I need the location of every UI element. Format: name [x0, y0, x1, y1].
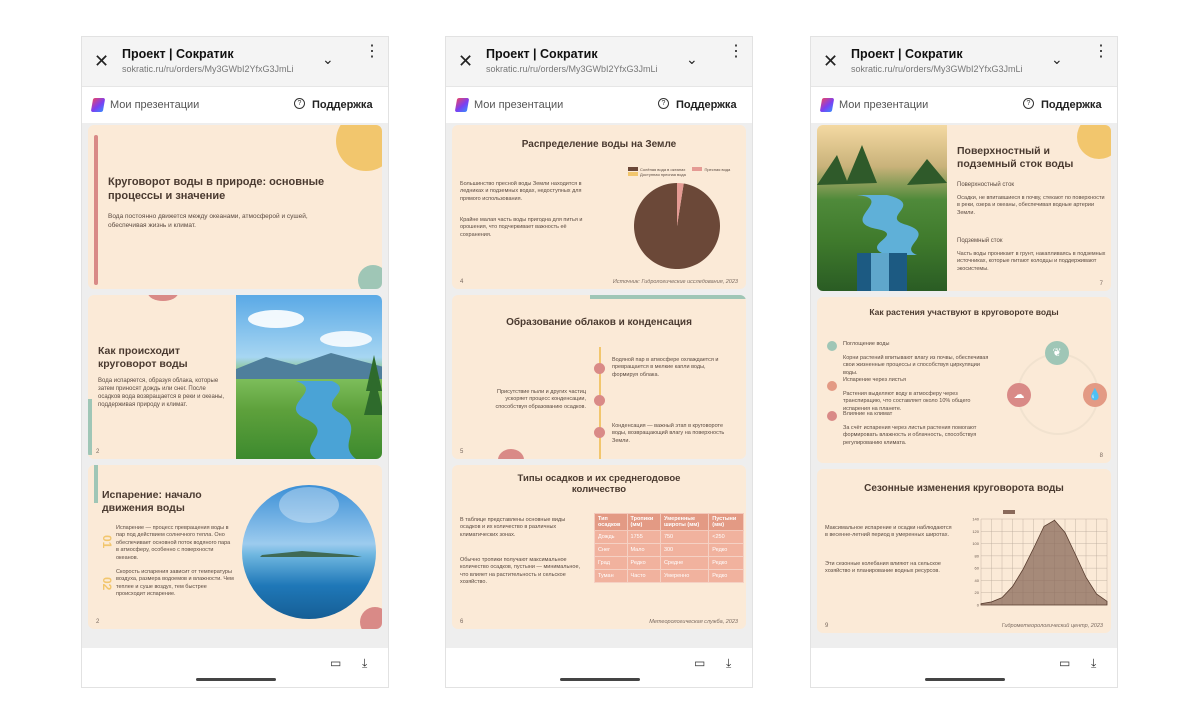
table-cell: Дождь — [595, 531, 628, 544]
subheading-2: Подземный сток — [957, 238, 1003, 244]
support-icon[interactable]: ? — [294, 98, 305, 109]
source-text: Метеорологическая служба, 2023 — [649, 619, 738, 625]
url-text[interactable]: sokratic.ru/ru/orders/My3GWbI2YfxG3JmLi — [122, 64, 294, 74]
table-cell: Туман — [595, 570, 628, 583]
table-cell: Град — [595, 557, 628, 570]
phone-screen-3 — [810, 36, 1118, 688]
gesture-handle — [925, 678, 1005, 681]
slide-text-1: Максимальное испарение и осадки наблюдаются в весенне-летний период в умеренных широтах. — [825, 525, 952, 539]
slide-number: 9 — [825, 623, 829, 629]
slide-text-1: Большинство пресной воды Земли находится в ледниках и подземных водах, недоступных для прямого использования. — [460, 181, 582, 202]
plant-cycle-cloud-icon: ☁ — [1007, 383, 1031, 407]
droplet-icon — [827, 381, 837, 391]
support-icon[interactable]: ? — [1023, 98, 1034, 109]
legend-item — [628, 172, 738, 177]
slides-list[interactable] — [811, 123, 1117, 647]
legend-swatch — [1003, 510, 1015, 514]
item-heading-2: Испарение через листья — [843, 377, 906, 383]
browser-topbar — [446, 37, 752, 87]
table-cell: Средне — [660, 557, 708, 570]
slide-title: Испарение: начало движения воды — [102, 489, 202, 515]
y-tick-label: 40 — [974, 577, 979, 583]
y-tick-label: 120 — [972, 528, 979, 534]
item-text-2: Растения выделяют воду в атмосферу через транспирацию, что составляет около 10% общего испарения на планете. — [843, 391, 971, 412]
chevron-down-icon[interactable]: ⌄ — [1051, 51, 1063, 67]
phone-screen-2 — [445, 36, 753, 688]
table-cell: Редко — [709, 544, 744, 557]
browser-topbar — [811, 37, 1117, 87]
sokratic-logo[interactable] — [455, 98, 469, 112]
download-icon[interactable]: ⤓ — [1091, 656, 1097, 670]
decor-circle-yellow — [336, 125, 382, 171]
sea-image — [242, 485, 376, 619]
timeline-dot-1 — [594, 363, 605, 374]
present-icon[interactable]: ▭ — [330, 656, 342, 670]
timeline-dot-2 — [594, 395, 605, 406]
slide-4[interactable] — [452, 125, 746, 289]
support-link[interactable]: Поддержка — [1041, 99, 1102, 111]
slide-title: Сезонные изменения круговорота воды — [864, 483, 1064, 494]
item-text-3: За счёт испарения через листья растения помогают формировать влажность и облачность, способствуя регулированию климата. — [843, 425, 977, 446]
download-icon[interactable]: ⤓ — [362, 656, 368, 670]
column-header: Умеренные широты (мм) — [660, 514, 708, 531]
y-tick-label: 100 — [972, 541, 979, 547]
present-icon[interactable]: ▭ — [694, 656, 706, 670]
y-tick-label: 80 — [974, 553, 979, 559]
slide-number: 2 — [96, 449, 100, 455]
support-link[interactable]: Поддержка — [676, 99, 737, 111]
table-row — [595, 557, 744, 570]
source-text: Источник: Гидрологические исследования, 2023 — [612, 279, 738, 285]
slide-number: 6 — [460, 619, 464, 625]
my-presentations-link[interactable]: Мои презентации — [110, 99, 200, 111]
slide-2[interactable] — [88, 295, 382, 459]
slide-number: 5 — [460, 449, 464, 455]
decor-circle-yellow — [1077, 125, 1111, 159]
close-icon[interactable]: ✕ — [823, 51, 839, 71]
accent-bar — [88, 399, 92, 455]
landscape-image — [236, 295, 382, 459]
browser-topbar — [82, 37, 388, 87]
page-title: Проект | Сократик — [486, 47, 598, 61]
decor-circle-red — [498, 449, 524, 459]
item-heading-1: Поглощение воды — [843, 341, 890, 347]
slide-text-2: Обычно тропики получают максимальное количество осадков, пустыни — минимальное, что влияет на растительность и сельское хозяйство. — [460, 557, 581, 586]
legend-swatch — [692, 167, 702, 171]
accent-bar — [94, 135, 98, 285]
url-text[interactable]: sokratic.ru/ru/orders/My3GWbI2YfxG3JmLi — [851, 64, 1023, 74]
y-tick-label: 0 — [976, 602, 979, 608]
download-icon[interactable]: ⤓ — [726, 656, 732, 670]
app-header — [446, 87, 752, 123]
slide-text-1: Осадки, не впитавшиеся в почву, стекают по поверхности в реки, озера и океаны, обеспечивая водные артерии Земли. — [957, 195, 1105, 216]
timeline-dot-3 — [594, 427, 605, 438]
table-cell: <250 — [709, 531, 744, 544]
table-header-row — [595, 514, 744, 531]
plant-cycle-droplet-icon: 💧 — [1083, 383, 1107, 407]
phone-screen-1 — [81, 36, 389, 688]
y-tick-label: 140 — [972, 516, 979, 522]
table-cell: Часто — [627, 570, 660, 583]
gesture-handle — [560, 678, 640, 681]
slide-title: Образование облаков и конденсация — [506, 317, 692, 328]
source-text: Гидрометеорологический центр, 2023 — [1001, 623, 1103, 629]
slide-text-2: Эти сезонные колебания влияют на сельское хозяйство и планирование водных ресурсов. — [825, 561, 941, 575]
step-number-2: 02 — [100, 577, 114, 591]
legend-label: Солёная вода в океанах — [640, 167, 686, 172]
table-cell: Умеренно — [660, 570, 708, 583]
legend-item — [692, 167, 730, 172]
decor-circle-red — [360, 607, 382, 629]
plant-cycle-leaf-icon: ❦ — [1045, 341, 1069, 365]
chart-legend — [628, 167, 738, 177]
y-tick-label: 60 — [974, 565, 979, 571]
bottom-toolbar — [811, 647, 1117, 687]
slide-text: Вода испаряется, образуя облака, которые затем приносят дождь или снег. После осадков вода возвращается в реки и океаны, поддерживая природу и климат. — [98, 378, 225, 409]
sokratic-logo[interactable] — [91, 98, 105, 112]
bottom-toolbar — [446, 647, 752, 687]
river-image — [817, 125, 947, 291]
slide-7[interactable] — [817, 125, 1111, 291]
support-link[interactable]: Поддержка — [312, 99, 373, 111]
table-cell: 1755 — [627, 531, 660, 544]
table-cell: 300 — [660, 544, 708, 557]
slide-1[interactable] — [88, 125, 382, 289]
slide-text-2: Крайне малая часть воды пригодна для питья и орошения, что подчеркивает важность её сохранения. — [460, 217, 583, 238]
seasonal-area-chart — [963, 509, 1111, 619]
chevron-down-icon[interactable]: ⌄ — [322, 51, 334, 67]
slide-title: Как происходит круговорот воды — [98, 345, 188, 371]
table-row — [595, 544, 744, 557]
leaf-icon — [827, 341, 837, 351]
slide-5[interactable] — [452, 295, 746, 459]
timeline-text-1: Водяной пар в атмосфере охлаждается и превращается в мелкие капли воды, формируя облака. — [612, 357, 719, 378]
item-heading-3: Влияние на климат — [843, 411, 893, 417]
my-presentations-link[interactable]: Мои презентации — [474, 99, 564, 111]
y-tick-label: 20 — [974, 590, 979, 596]
more-options-icon[interactable]: ⋮ — [1093, 43, 1109, 60]
subheading-1: Поверхностный сток — [957, 182, 1015, 188]
table-row — [595, 531, 744, 544]
table-cell: Мало — [627, 544, 660, 557]
gesture-handle — [196, 678, 276, 681]
decor-circle-green — [358, 265, 382, 289]
column-header: Тропики (мм) — [627, 514, 660, 531]
table-row — [595, 570, 744, 583]
app-header — [811, 87, 1117, 123]
slide-title: Распределение воды на Земле — [521, 139, 677, 150]
water-distribution-pie-chart — [632, 181, 722, 271]
slide-title: Типы осадков и их среднегодовое количество — [517, 473, 681, 496]
slide-text-2: Часть воды проникает в грунт, накапливаясь в подземных источниках, которые питают колодцы и поддерживают экосистемы. — [957, 251, 1106, 272]
legend-swatch — [628, 172, 638, 176]
decor-circle-red — [148, 295, 178, 301]
more-options-icon[interactable]: ⋮ — [364, 43, 380, 60]
slide-number: 8 — [1099, 453, 1103, 459]
slide-9[interactable] — [817, 469, 1111, 633]
page-title: Проект | Сократик — [122, 47, 234, 61]
close-icon[interactable]: ✕ — [94, 51, 110, 71]
table-cell: Снег — [595, 544, 628, 557]
step-number-1: 01 — [100, 535, 114, 549]
slide-8[interactable] — [817, 297, 1111, 463]
timeline-text-2: Присутствие пыли и других частиц ускоряет процесс конденсации, способствуя образованию осадков. — [495, 389, 586, 410]
accent-bar — [590, 295, 746, 299]
table-cell: Редко — [627, 557, 660, 570]
page-title: Проект | Сократик — [851, 47, 963, 61]
step-text-2: Скорость испарения зависит от температуры воздуха, размера водоемов и влажности. Чем теплее и суше воздух, тем быстрее происходит испарение. — [116, 569, 234, 598]
slide-6[interactable] — [452, 465, 746, 629]
cloud-icon — [827, 411, 837, 421]
precipitation-table — [594, 513, 744, 583]
my-presentations-link[interactable]: Мои презентации — [839, 99, 929, 111]
app-header — [82, 87, 388, 123]
slide-text-1: В таблице представлены основные виды осадков и их количество в различных климатических зонах. — [460, 517, 566, 538]
slide-3[interactable] — [88, 465, 382, 629]
chevron-down-icon[interactable]: ⌄ — [686, 51, 698, 67]
slide-text: Вода постоянно движется между океанами, атмосферой и сушей, обеспечивая жизнь и климат. — [108, 213, 308, 229]
slide-number: 7 — [1099, 281, 1103, 287]
legend-label: Пресная вода — [704, 167, 731, 172]
step-text-1: Испарение — процесс превращения воды в пар под действием солнечного тепла. Оно обеспечивает основной поток водяного пара в атмосферу, особенно с поверхности океанов. — [116, 525, 231, 561]
table-cell: Редко — [709, 557, 744, 570]
table-cell: Редко — [709, 570, 744, 583]
support-icon[interactable]: ? — [658, 98, 669, 109]
area-series — [981, 520, 1107, 605]
bottom-toolbar — [82, 647, 388, 687]
close-icon[interactable]: ✕ — [458, 51, 474, 71]
item-text-1: Корни растений впитывают влагу из почвы, обеспечивая свои жизненные процессы и способствуя циркуляции воды. — [843, 355, 989, 376]
table-cell: 750 — [660, 531, 708, 544]
sokratic-logo[interactable] — [820, 98, 834, 112]
accent-bar — [94, 465, 98, 503]
legend-label: Доступная пресная вода — [640, 172, 686, 177]
slides-list[interactable] — [82, 123, 388, 647]
url-text[interactable]: sokratic.ru/ru/orders/My3GWbI2YfxG3JmLi — [486, 64, 658, 74]
slide-number: 4 — [460, 279, 464, 285]
column-header: Пустыни (мм) — [709, 514, 744, 531]
slide-title: Как растения участвуют в круговороте воды — [869, 307, 1059, 317]
slide-number: 2 — [96, 619, 100, 625]
legend-swatch — [628, 167, 638, 171]
more-options-icon[interactable]: ⋮ — [728, 43, 744, 60]
slide-title: Круговорот воды в природе: основные процессы и значение — [108, 176, 325, 203]
present-icon[interactable]: ▭ — [1059, 656, 1071, 670]
column-header: Тип осадков — [595, 514, 628, 531]
slides-list[interactable] — [446, 123, 752, 647]
timeline-text-3: Конденсация — важный этап в круговороте воды, возвращающий влагу на поверхность Земли. — [612, 423, 725, 444]
slide-title: Поверхностный и подземный сток воды — [957, 145, 1074, 171]
